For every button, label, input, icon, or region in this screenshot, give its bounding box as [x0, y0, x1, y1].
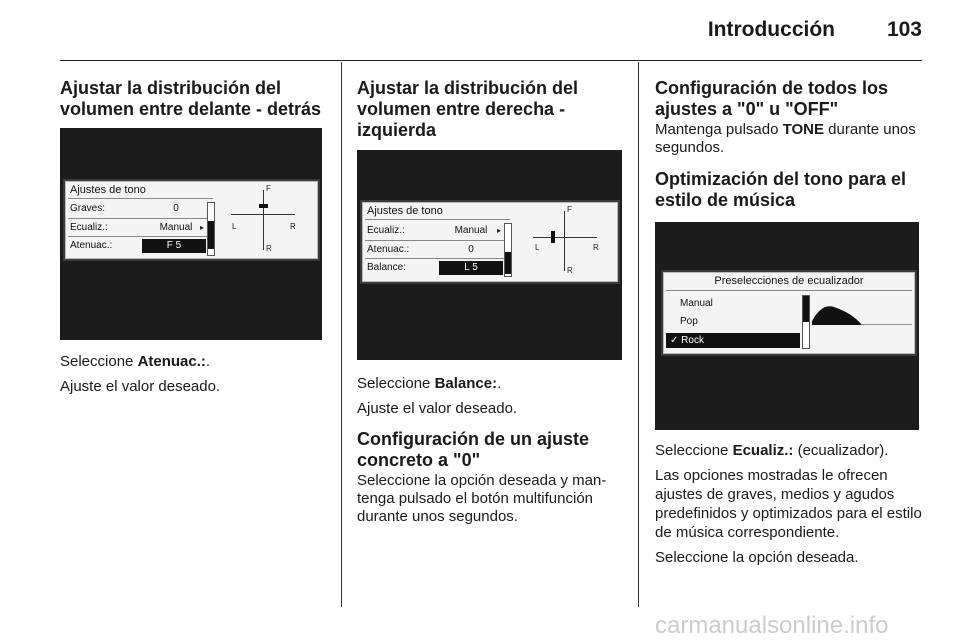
menu-keyword: Ecualiz.:	[732, 442, 794, 459]
display-photo	[357, 150, 622, 360]
page-number: 103	[886, 18, 922, 41]
screen-row-label: Ecualiz.:	[70, 222, 108, 233]
cross-label-front: F	[266, 184, 271, 193]
arrow-right-icon: ▸	[497, 226, 502, 235]
screen-row-label: Graves:	[70, 203, 106, 214]
screen-row-label: Atenuac.:	[70, 240, 113, 251]
preset-item: Manual	[680, 298, 713, 309]
cross-label-rear: R	[266, 244, 272, 253]
screen-row-label: Balance:	[367, 262, 406, 273]
watermark: carmanualsonline.info	[655, 612, 889, 639]
menu-keyword: Balance:	[434, 375, 498, 392]
preset-item-selected: ✓ Rock	[666, 333, 800, 348]
balance-position-marker	[551, 231, 555, 243]
cross-label-left: L	[232, 222, 237, 231]
equalizer-curve-graph	[812, 295, 912, 325]
instruction-paragraph: Seleccione Atenuac.:.	[60, 353, 211, 370]
balance-crosshair-horizontal	[533, 237, 597, 238]
instruction-paragraph: Seleccione Balance:.	[357, 375, 502, 392]
column-1	[60, 78, 325, 120]
fader-crosshair-horizontal	[231, 214, 295, 215]
screen-row-value-selected: F 5	[142, 239, 206, 253]
menu-keyword: Atenuac.:	[137, 353, 206, 370]
button-keyword: TONE	[782, 121, 825, 138]
section-heading: Configuración de un ajuste concreto a "0"	[357, 429, 590, 470]
cross-label-right: R	[290, 222, 296, 231]
preset-item: Pop	[680, 316, 698, 327]
instruction-paragraph: Seleccione la opción deseada y man-tenga pulsado el botón multifunción durante unos segundos.	[357, 472, 607, 525]
section-heading: Ajustar la distribución del volumen entre delante - detrás	[60, 78, 322, 119]
screen-row-value: Manual	[159, 222, 193, 233]
section-heading: Ajustar la distribución del volumen entre derecha - izquierda	[357, 78, 579, 140]
tone-settings-screen	[362, 202, 618, 282]
instruction-paragraph: Ajuste el valor deseado.	[357, 400, 518, 417]
screen-title: Ajustes de tono	[70, 184, 146, 196]
cross-label-left: L	[535, 243, 540, 252]
equalizer-presets-screen	[663, 272, 915, 354]
cross-label-rear: R	[567, 266, 573, 275]
column-divider	[638, 62, 639, 607]
cross-label-front: F	[567, 205, 572, 214]
cross-label-right: R	[593, 243, 599, 252]
page-header-title: Introducción	[707, 18, 835, 41]
fader-position-marker	[259, 204, 268, 208]
scrollbar	[504, 223, 512, 277]
screen-row-value-selected: L 5	[439, 261, 503, 275]
section-heading: Configuración de todos los ajustes a "0" u "OFF"	[655, 78, 888, 119]
screen-row-value: 0	[173, 203, 179, 214]
screen-title: Ajustes de tono	[367, 205, 443, 217]
screen-title: Preselecciones de ecualizador	[714, 275, 864, 287]
tone-settings-screen	[65, 181, 318, 259]
check-icon: ✓	[670, 335, 679, 346]
instruction-paragraph: Las opciones mostradas le ofrecen ajustes de graves, medios y agudos predefinidos y optimizados para el estilo de música correspondiente.	[655, 467, 922, 541]
display-photo	[60, 128, 322, 340]
instruction-paragraph: Seleccione Ecualiz.: (ecualizador).	[655, 442, 889, 459]
column-divider	[341, 62, 342, 607]
column-3	[655, 78, 925, 211]
screen-row-label: Ecualiz.:	[367, 225, 405, 236]
screen-row-label: Atenuac.:	[367, 244, 410, 255]
display-photo	[655, 222, 919, 430]
header-divider	[60, 60, 922, 61]
instruction-paragraph: Seleccione la opción deseada.	[655, 549, 859, 566]
scrollbar	[802, 295, 810, 349]
scrollbar	[207, 202, 215, 256]
screen-row-value: Manual	[454, 225, 488, 236]
arrow-right-icon: ▸	[200, 223, 205, 232]
balance-crosshair-vertical	[564, 211, 565, 271]
screen-row-value: 0	[468, 244, 474, 255]
instruction-paragraph: Ajuste el valor deseado.	[60, 378, 221, 395]
instruction-paragraph: Mantenga pulsado TONE durante unos segundos.	[655, 121, 916, 156]
fader-crosshair-vertical	[263, 190, 264, 250]
section-heading: Optimización del tono para el estilo de música	[655, 169, 907, 210]
column-2	[357, 78, 627, 141]
